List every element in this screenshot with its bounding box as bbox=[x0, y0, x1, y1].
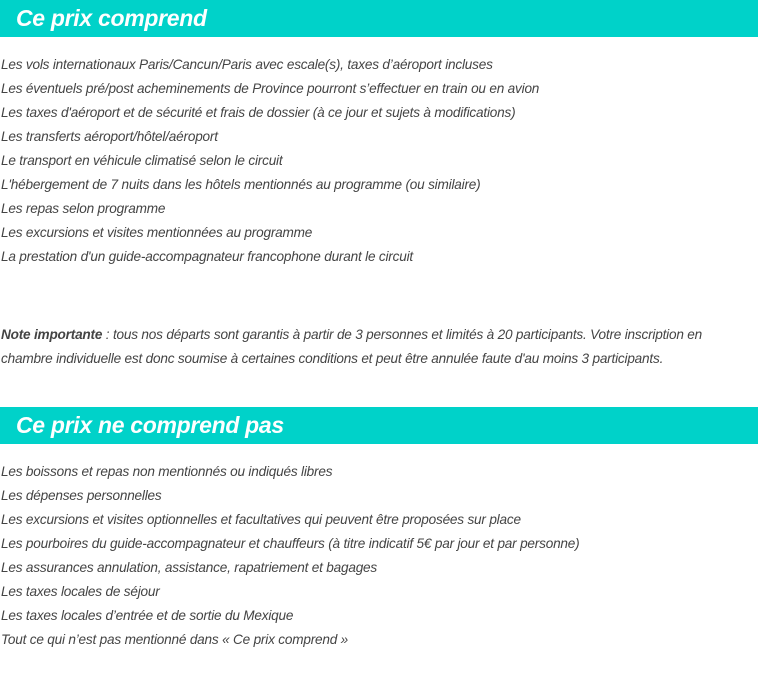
list-item: Les excursions et visites mentionnées au programme bbox=[1, 225, 313, 240]
section-heading-includes: Ce prix comprend bbox=[0, 0, 758, 37]
list-item: Les boissons et repas non mentionnés ou indiqués libres bbox=[1, 464, 333, 479]
list-item: La prestation d'un guide-accompagnateur francophone durant le circuit bbox=[1, 249, 413, 264]
list-item: Les taxes locales de séjour bbox=[1, 584, 160, 599]
list-item: Les dépenses personnelles bbox=[1, 488, 162, 503]
list-item: Les transferts aéroport/hôtel/aéroport bbox=[1, 129, 218, 144]
list-item: L'hébergement de 7 nuits dans les hôtels mentionnés au programme (ou similaire) bbox=[1, 177, 481, 192]
list-item: Les taxes d'aéroport et de sécurité et frais de dossier (à ce jour et sujets à modifications) bbox=[1, 105, 516, 120]
note-text: : tous nos départs sont garantis à partir de 3 personnes et limités à 20 participants. Votre inscription en chambre individuelle est donc soumise à certaines conditions et peut être annulée faute d'au moins 3 participants. bbox=[1, 326, 703, 366]
list-item: Les repas selon programme bbox=[1, 201, 166, 216]
list-item: Les excursions et visites optionnelles et facultatives qui peuvent être proposées sur place bbox=[1, 512, 521, 527]
list-item: Les assurances annulation, assistance, rapatriement et bagages bbox=[1, 560, 378, 575]
list-item: Les taxes locales d’entrée et de sortie du Mexique bbox=[1, 608, 294, 623]
list-item: Le transport en véhicule climatisé selon le circuit bbox=[1, 153, 283, 168]
section-heading-excludes: Ce prix ne comprend pas bbox=[0, 407, 758, 444]
list-item: Les éventuels pré/post acheminements de Province pourront s’effectuer en train ou en avion bbox=[1, 81, 540, 96]
note-label: Note importante bbox=[1, 326, 103, 342]
includes-list bbox=[1, 53, 539, 269]
important-note bbox=[1, 323, 757, 371]
list-item: Les pourboires du guide-accompagnateur et chauffeurs (à titre indicatif 5€ par jour et par personne) bbox=[1, 536, 580, 551]
list-item: Les vols internationaux Paris/Cancun/Paris avec escale(s), taxes d’aéroport incluses bbox=[1, 57, 493, 72]
excludes-list bbox=[1, 460, 579, 652]
list-item: Tout ce qui n’est pas mentionné dans « Ce prix comprend » bbox=[1, 632, 349, 647]
